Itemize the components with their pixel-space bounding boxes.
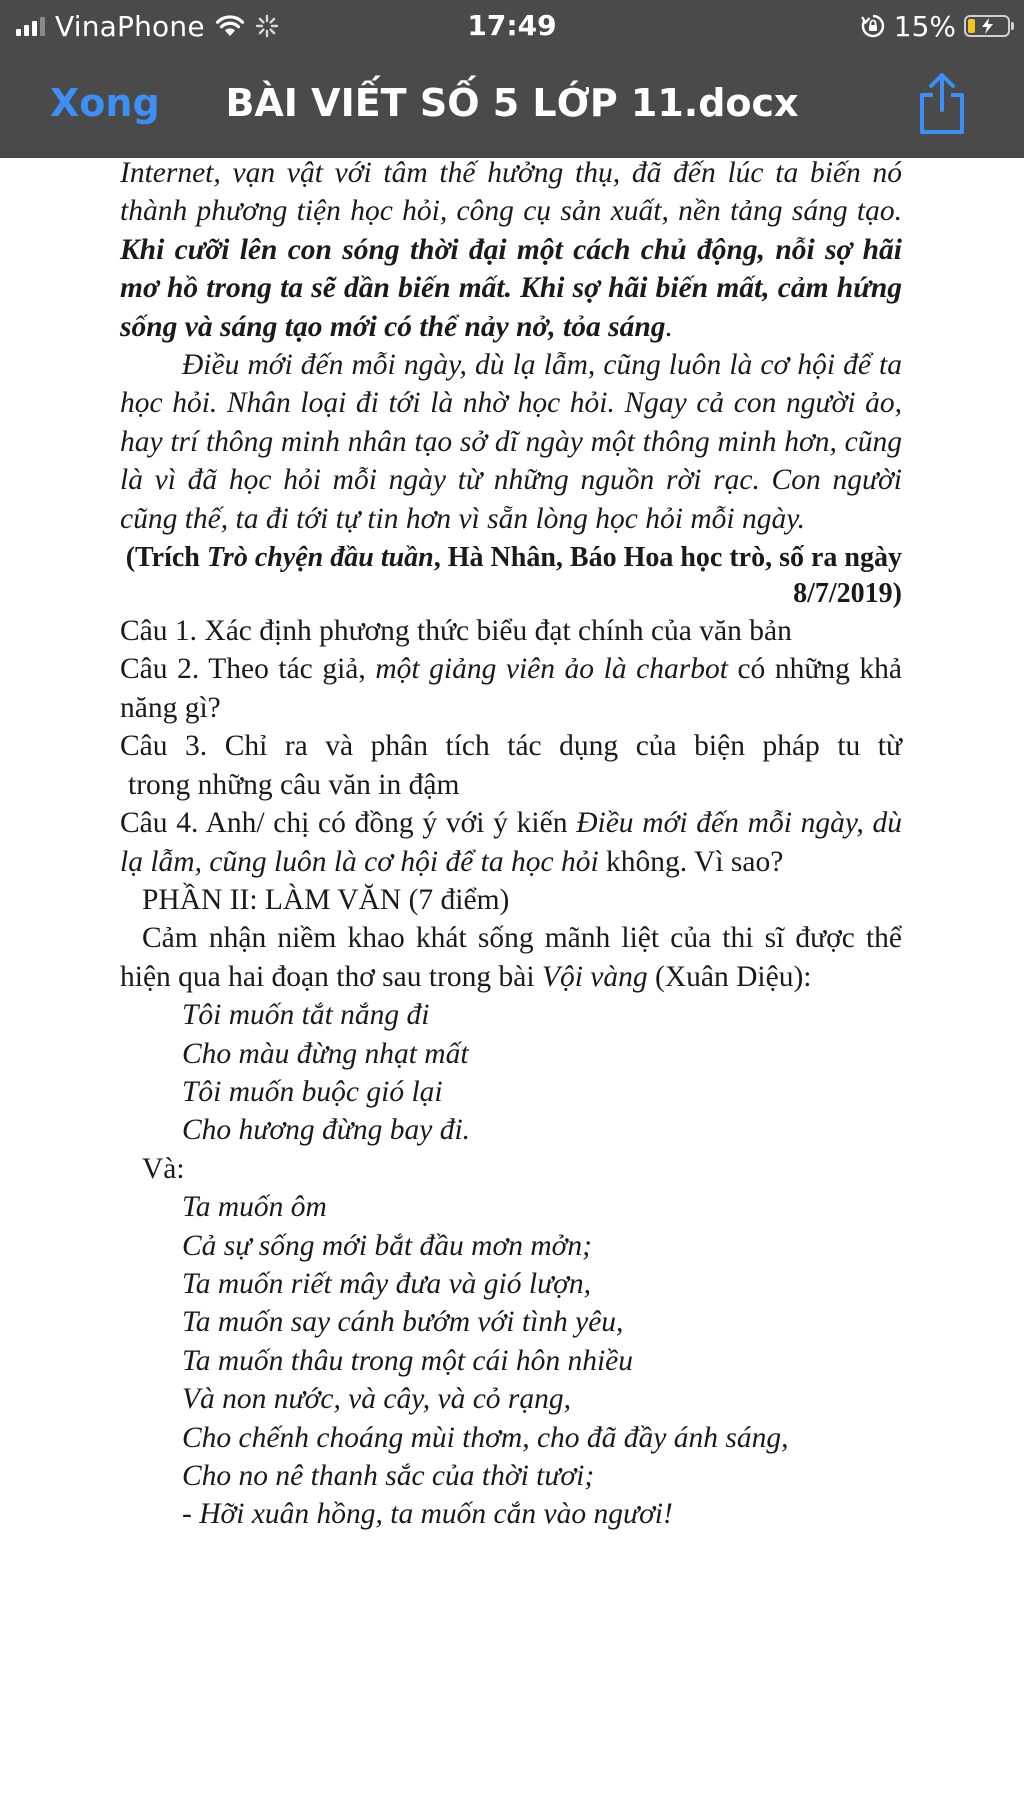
- essay-task: Cảm nhận niềm khao khát sống mãnh liệt của thi sĩ được thể hiện qua hai đoạn thơ sau trong bài Vội vàng (Xuân Diệu):: [120, 922, 902, 993]
- question-3-continued: trong những câu văn in đậm: [128, 768, 460, 801]
- paragraph-2: Điều mới đến mỗi ngày, dù lạ lẫm, cũng luôn là cơ hội để ta học hỏi. Nhân loại đi tới là nhờ học hỏi. Ngay cả con người ảo, hay trí thông minh nhân tạo sở dĩ ngày một thông minh hơn, cũng là vì đã học hỏi mỗi ngày từ những nguồn rời rạc. Con người cũng thế, ta đi tới tự tin hơn vì sẵn lòng học hỏi mỗi ngày.: [120, 349, 902, 535]
- document-content: [120, 154, 902, 1534]
- done-button[interactable]: Xong: [50, 81, 160, 125]
- poem-line: Ta muốn riết mây đưa và gió lượn,: [182, 1267, 592, 1300]
- poem-stanza-2: [120, 1188, 902, 1534]
- question-3: Câu 3. Chỉ ra và phân tích tác dụng của biện pháp tu từ: [120, 730, 902, 763]
- battery-percent: 15%: [893, 9, 956, 43]
- share-icon[interactable]: [912, 70, 972, 136]
- question-4: Câu 4. Anh/ chị có đồng ý với ý kiến Điều mới đến mỗi ngày, dù lạ lẫm, cũng luôn là cơ hội để ta học hỏi không. Vì sao?: [120, 807, 902, 878]
- status-bar: [0, 0, 1024, 52]
- question-2: Câu 2. Theo tác giả, một giảng viên ảo là charbot có những khả năng gì?: [120, 653, 902, 724]
- poem-line: - Hỡi xuân hồng, ta muốn cắn vào ngươi!: [182, 1498, 673, 1531]
- carrier-name: VinaPhone: [55, 9, 205, 43]
- poem-line: Cho no nê thanh sắc của thời tươi;: [182, 1460, 595, 1492]
- battery-level: [968, 19, 975, 33]
- source-citation: (Trích Trò chyện đầu tuần, Hà Nhân, Báo Hoa học trò, số ra ngày 8/7/2019): [125, 542, 902, 610]
- question-1: Câu 1. Xác định phương thức biểu đạt chính của văn bản: [120, 615, 792, 648]
- poem-line: Cho màu đừng nhạt mất: [182, 1037, 469, 1070]
- nav-bar: [0, 62, 1024, 146]
- poem-line: Ta muốn thâu trong một cái hôn nhiều: [182, 1344, 633, 1377]
- status-right: [860, 8, 1010, 44]
- top-chrome: [0, 0, 1024, 158]
- poem-line: Cả sự sống mới bắt đầu mơn mởn;: [182, 1229, 592, 1262]
- and-label: Và:: [142, 1152, 185, 1185]
- paragraph-1: Internet, vạn vật với tâm thế hưởng thụ, đã đến lúc ta biến nó thành phương tiện học hỏi, công cụ sản xuất, nền tảng sáng tạo. Khi cưỡi lên con sóng thời đại một cách chủ động, nỗi sợ hãi mơ hồ trong ta sẽ dần biến mất. Khi sợ hãi biến mất, cảm hứng sống và sáng tạo mới có thể nảy nở, tỏa sáng.: [120, 157, 902, 343]
- poem-line: Tôi muốn buộc gió lại: [182, 1075, 443, 1108]
- document-title: BÀI VIẾT SỐ 5 LỚP 11.docx: [225, 81, 799, 125]
- poem-line: Ta muốn say cánh bướm với tình yêu,: [182, 1306, 624, 1339]
- battery-icon: [964, 15, 1010, 37]
- orientation-lock-icon: [860, 13, 886, 39]
- bold-sentences: Khi cưỡi lên con sóng thời đại một cách chủ động, nỗi sợ hãi mơ hồ trong ta sẽ dần biến mất. Khi sợ hãi biến mất, cảm hứng sống và sáng tạo mới có thể nảy nở, tỏa sáng: [120, 233, 902, 343]
- poem-stanza-1: [120, 996, 902, 1150]
- poem-line: Và non nước, và cây, và cỏ rạng,: [182, 1383, 572, 1416]
- poem-line: Cho chếnh choáng mùi thơm, cho đã đầy ánh sáng,: [182, 1421, 789, 1454]
- poem-line: Ta muốn ôm: [182, 1191, 327, 1224]
- part-2-heading: PHẦN II: LÀM VĂN (7 điểm): [142, 883, 510, 916]
- bolt-icon: [980, 18, 996, 34]
- status-time: 17:49: [467, 9, 557, 42]
- poem-line: Cho hương đừng bay đi.: [182, 1114, 471, 1147]
- poem-line: Tôi muốn tắt nắng đi: [182, 999, 430, 1032]
